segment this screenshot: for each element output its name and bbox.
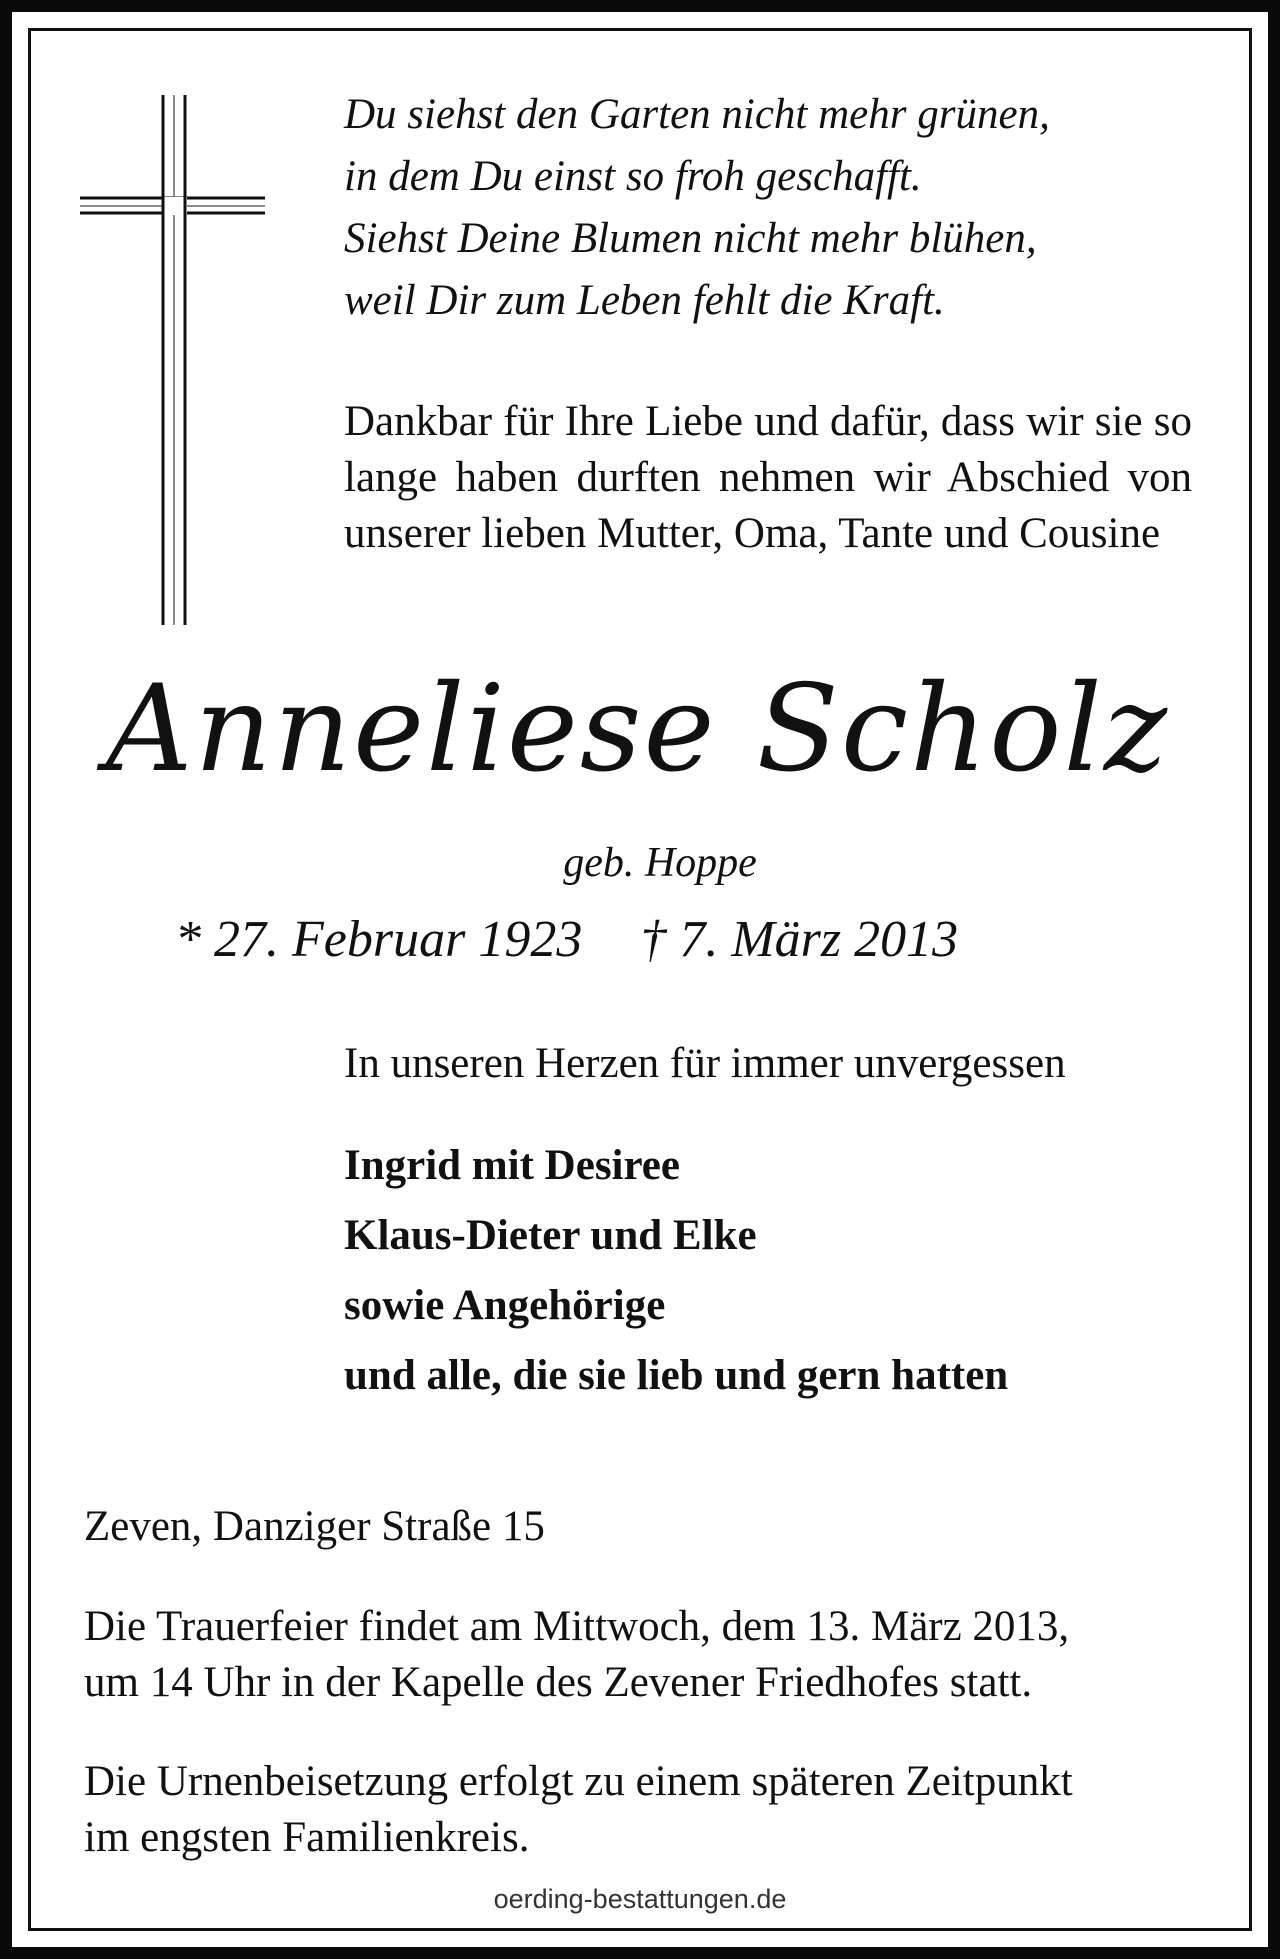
ceremony-line: Die Trauerfeier findet am Mittwoch, dem 13. März 2013, <box>84 1603 1070 1650</box>
burial-info <box>84 1754 1204 1866</box>
deceased-name: Anneliese Scholz <box>105 660 1170 799</box>
cross-icon <box>80 95 265 625</box>
mourner: und alle, die sie lieb und gern hatten <box>344 1352 1009 1399</box>
poem-line: Siehst Deine Blumen nicht mehr blühen, <box>344 215 1037 262</box>
mourner: Klaus-Dieter und Elke <box>344 1212 757 1259</box>
website-credit: oerding-bestattungen.de <box>493 1884 787 1914</box>
ceremony-line: um 14 Uhr in der Kapelle des Zevener Friedhofes statt. <box>84 1659 1033 1706</box>
burial-line: im engsten Familienkreis. <box>84 1814 530 1861</box>
poem <box>344 84 1224 332</box>
life-dates <box>175 905 1125 975</box>
ceremony-info <box>84 1599 1184 1711</box>
maiden-name: geb. Hoppe <box>563 840 757 886</box>
poem-line: weil Dir zum Leben fehlt die Kraft. <box>344 277 945 324</box>
address: Zeven, Danziger Straße 15 <box>84 1503 545 1550</box>
mourner: sowie Angehörige <box>344 1282 666 1329</box>
death-date: † 7. März 2013 <box>640 911 959 968</box>
birth-date: * 27. Februar 1923 <box>175 911 583 968</box>
poem-line: in dem Du einst so froh geschafft. <box>344 153 922 200</box>
poem-line: Du siehst den Garten nicht mehr grünen, <box>344 91 1050 138</box>
closing-line: In unseren Herzen für immer unvergessen <box>344 1040 1066 1087</box>
mourners-list <box>344 1131 1008 1411</box>
mourner: Ingrid mit Desiree <box>344 1142 680 1189</box>
intro-text: Dankbar für Ihre Liebe und dafür, dass wir sie so lange haben durften nehmen wir Abschied von unserer lieben Mutter, Oma, Tante und Cousine <box>344 398 1192 557</box>
burial-line: Die Urnenbeisetzung erfolgt zu einem späteren Zeitpunkt <box>84 1758 1073 1805</box>
